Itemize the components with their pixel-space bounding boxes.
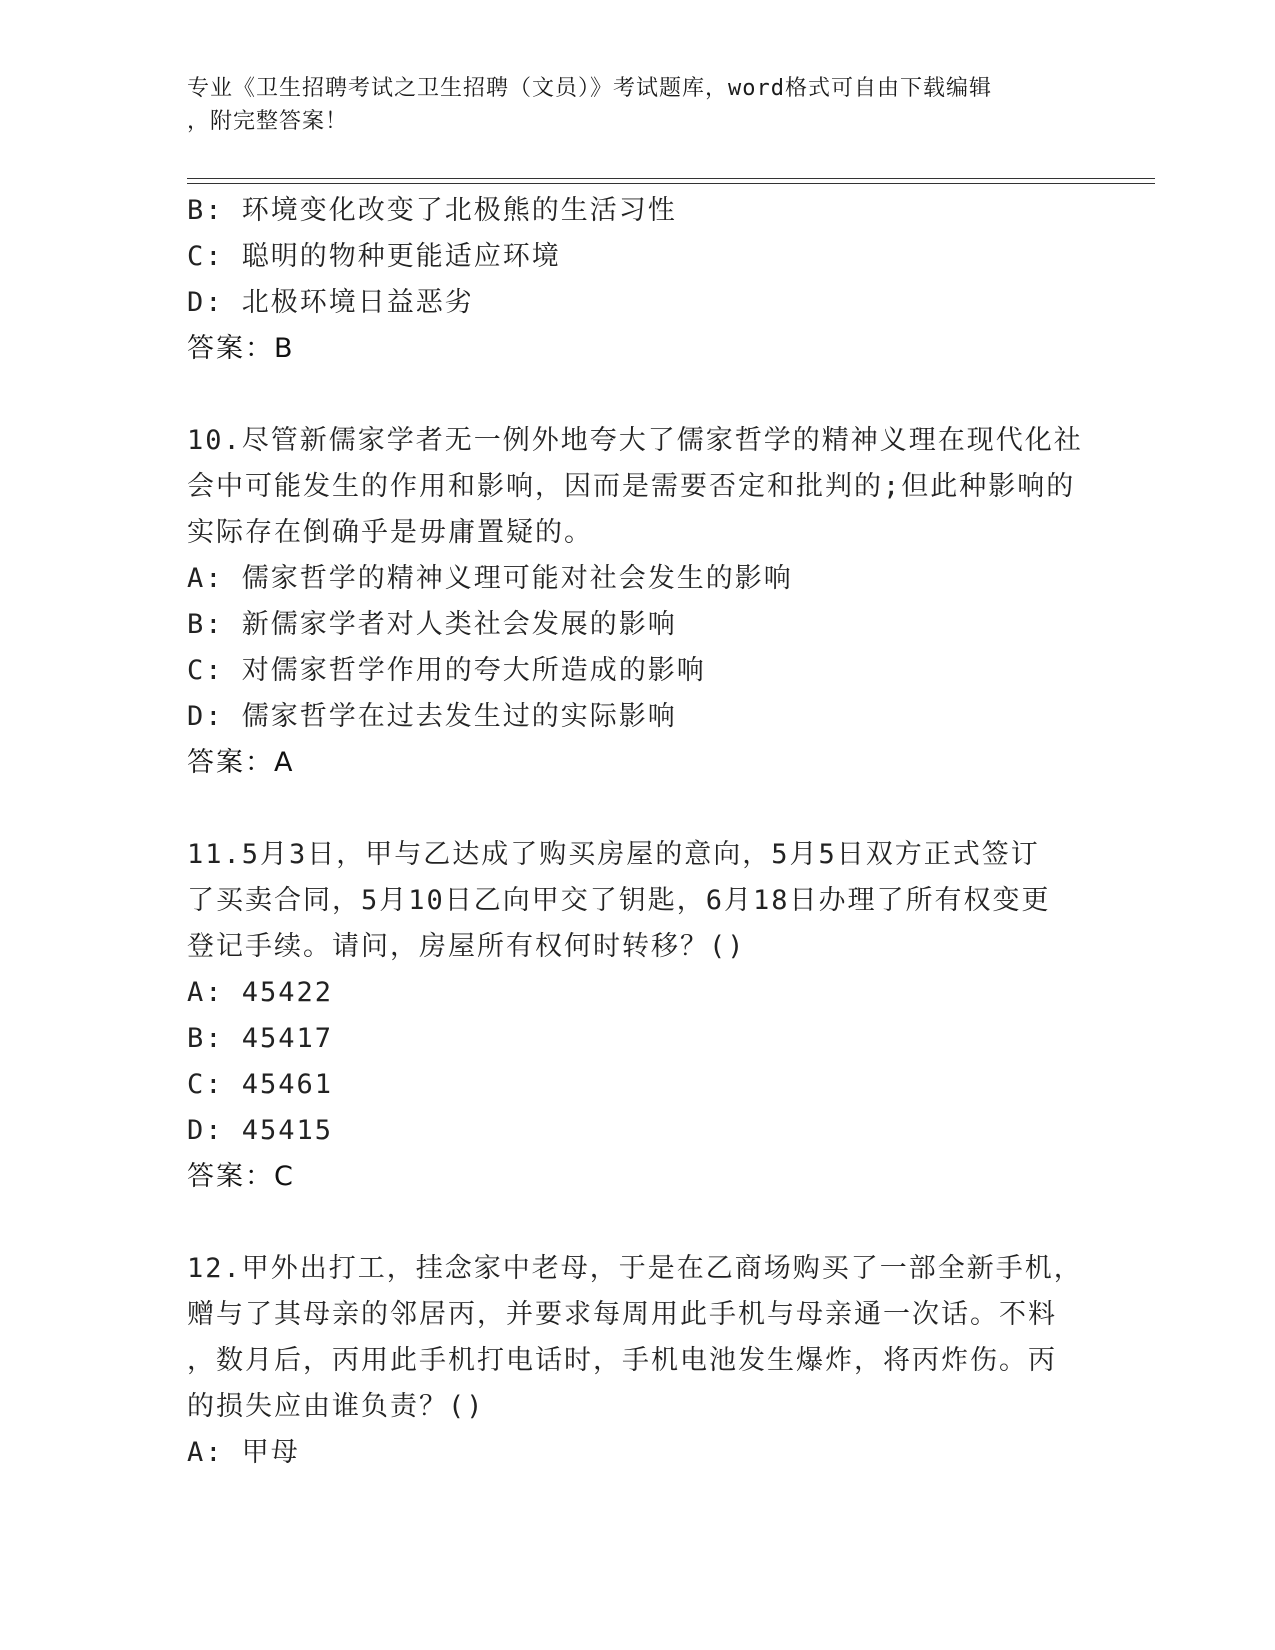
option-b: B: 环境变化改变了北极熊的生活习性: [187, 195, 677, 226]
spacer: [187, 372, 1077, 418]
option-b: B: 45417: [187, 1023, 334, 1054]
option-d: D: 北极环境日益恶劣: [187, 287, 474, 318]
answer-line: 答案：B: [187, 333, 295, 364]
question-11: [187, 832, 1077, 1200]
option-b: B: 新儒家学者对人类社会发展的影响: [187, 609, 677, 640]
option-c: C: 聪明的物种更能适应环境: [187, 241, 561, 272]
question-stem-line: 的损失应由谁负责？(): [187, 1391, 485, 1422]
question-stem-line: ，数月后，丙用此手机打电话时，手机电池发生爆炸，将丙炸伤。丙: [187, 1345, 1057, 1376]
spacer: [187, 1200, 1077, 1246]
question-12: [187, 1246, 1083, 1476]
question-stem-line: 赠与了其母亲的邻居丙，并要求每周用此手机与母亲通一次话。不料: [187, 1299, 1057, 1330]
answer-line: 答案：C: [187, 1161, 295, 1192]
question-stem-line: 登记手续。请问，房屋所有权何时转移？(): [187, 931, 746, 962]
question-stem-line: 11.5月3日，甲与乙达成了购买房屋的意向，5月5日双方正式签订: [187, 839, 1040, 870]
option-d: D: 儒家哲学在过去发生过的实际影响: [187, 701, 677, 732]
question-stem-line: 12.甲外出打工，挂念家中老母，于是在乙商场购买了一部全新手机，: [187, 1253, 1083, 1284]
question-stem-line: 了买卖合同，5月10日乙向甲交了钥匙，6月18日办理了所有权变更: [187, 885, 1051, 916]
header-line-2: ，附完整答案！: [187, 109, 349, 134]
option-a: A: 儒家哲学的精神义理可能对社会发生的影响: [187, 563, 793, 594]
question-stem-line: 10.尽管新儒家学者无一例外地夸大了儒家哲学的精神义理在现代化社: [187, 425, 1083, 456]
option-d: D: 45415: [187, 1115, 334, 1146]
option-a: A: 45422: [187, 977, 334, 1008]
header-divider-top: [187, 178, 1155, 179]
spacer: [187, 786, 1077, 832]
option-c: C: 45461: [187, 1069, 334, 1100]
answer-line: 答案：A: [187, 747, 295, 778]
question-10: [187, 418, 1083, 786]
question-stem-line: 实际存在倒确乎是毋庸置疑的。: [187, 517, 593, 548]
question-stem-line: 会中可能发生的作用和影响，因而是需要否定和批判的;但此种影响的: [187, 471, 1076, 502]
question-9-continued: [187, 188, 1077, 372]
document-body: [187, 188, 1083, 1476]
header-divider-bottom: [187, 183, 1155, 184]
option-c: C: 对儒家哲学作用的夸大所造成的影响: [187, 655, 706, 686]
document-header: [187, 72, 1067, 138]
option-a: A: 甲母: [187, 1437, 300, 1468]
header-line-1: 专业《卫生招聘考试之卫生招聘（文员）》考试题库，word格式可自由下载编辑: [187, 76, 992, 101]
